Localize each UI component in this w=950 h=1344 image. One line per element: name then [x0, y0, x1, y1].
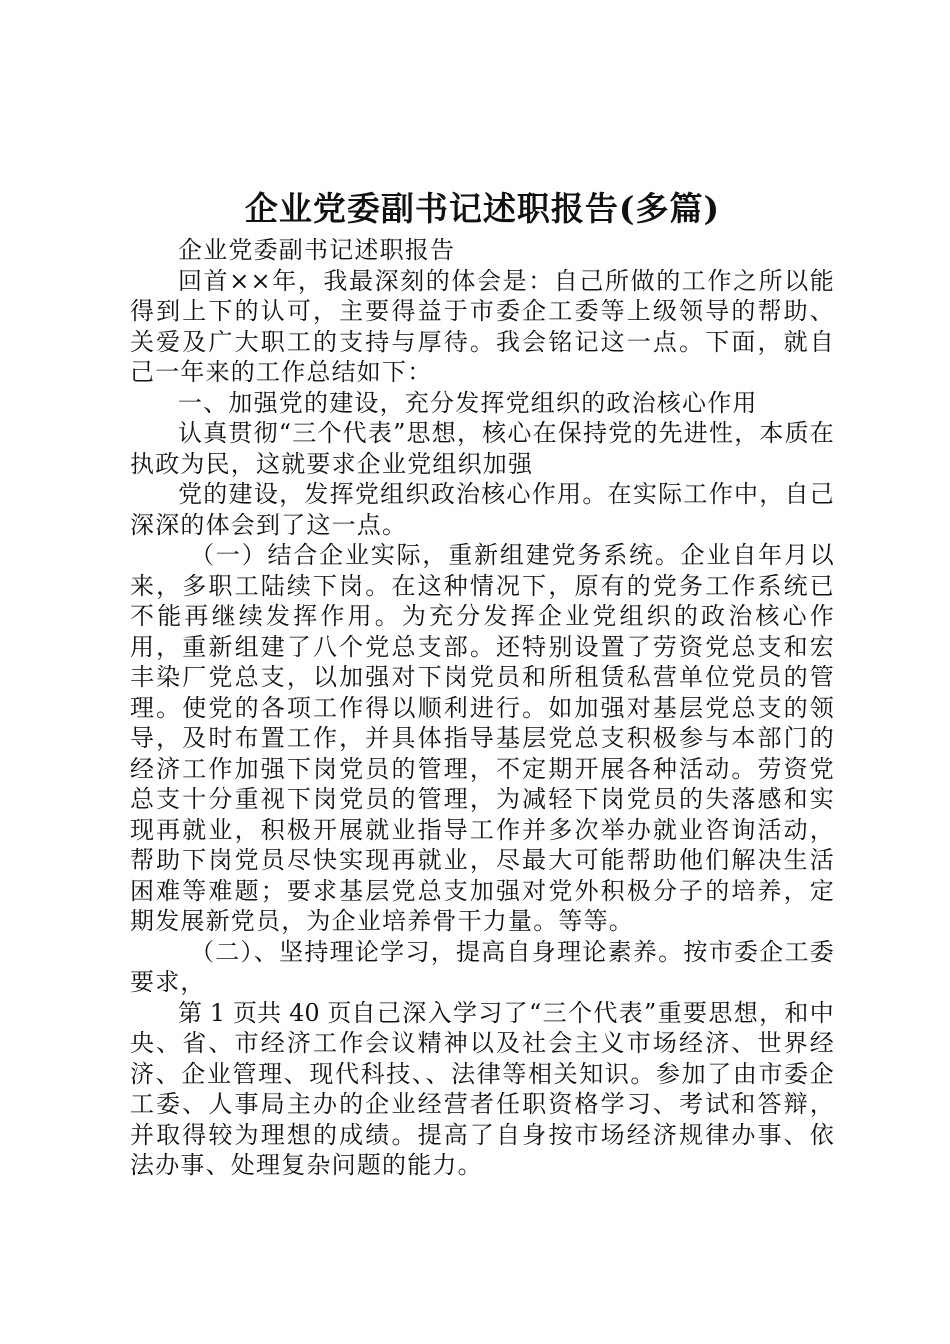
- document-title: 企业党委副书记述职报告(多篇): [244, 189, 721, 228]
- list-item-paragraph: （一）结合企业实际，重新组建党务系统。企业自年月以来，多职工陆续下岗。在这种情况下，原有的党务工作系统已不能再继续发挥作用。为充分发挥企业党组织的政治核心作用，重新组建了八个党总支部。还特别设置了劳资党总支和宏丰染厂党总支，以加强对下岗党员和所租赁私营单位党员的管理。使党的各项工作得以顺利进行。如加强对基层党总支的领导，及时布置工作，并具体指导基层党总支积极参与本部门的经济工作加强下岗党员的管理，不定期开展各种活动。劳资党总支十分重视下岗党员的管理，为减轻下岗党员的失落感和实现再就业，积极开展就业指导工作并多次举办就业咨询活动，帮助下岗党员尽快实现再就业，尽最大可能帮助他们解决生活困难等难题；要求基层党总支加强对党外积极分子的培养，定期发展新党员，为企业培养骨干力量。等等。: [130, 541, 835, 935]
- document-subtitle: 企业党委副书记述职报告: [178, 236, 456, 264]
- body-paragraph: 党的建设，发挥党组织政治核心作用。在实际工作中，自己深深的体会到了这一点。: [130, 480, 835, 539]
- intro-paragraph: 回首××年，我最深刻的体会是：自己所做的工作之所以能得到上下的认可，主要得益于市委企工委等上级领导的帮助、关爱及广大职工的支持与厚待。我会铭记这一点。下面，就自己一年来的工作总结如下：: [130, 266, 835, 386]
- document-body: [130, 235, 835, 1181]
- body-paragraph: [130, 998, 835, 1181]
- body-paragraph: 认真贯彻“三个代表”思想，核心在保持党的先进性，本质在执政为民，这就要求企业党组织加强: [130, 419, 835, 478]
- section-heading: 一、加强党的建设，充分发挥党组织的政治核心作用: [178, 388, 758, 417]
- list-item-paragraph: （二）、坚持理论学习，提高自身理论素养。按市委企工委要求，: [130, 937, 835, 996]
- body-paragraph-text: 自己深入学习了“三个代表”重要思想，和中央、省、市经济工作会议精神以及社会主义市场经济、世界经济、企业管理、现代科技、、法律等相关知识。参加了由市委企工委、人事局主办的企业经营者任职资格学习、考试和答辩，并取得较为理想的成绩。提高了自身按市场经济规律办事、依法办事、处理复杂问题的能力。: [130, 998, 835, 1179]
- document-page: [130, 185, 835, 1181]
- page-number-marker: 第 1 页共 40 页: [178, 998, 352, 1027]
